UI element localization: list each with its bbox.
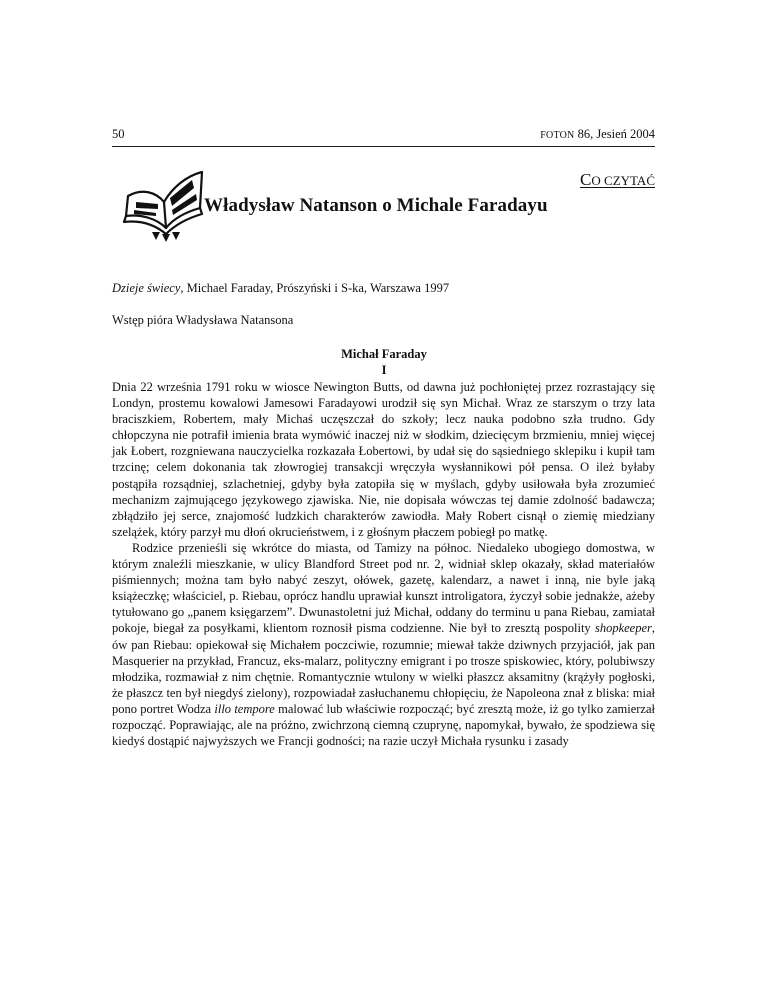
source-line (112, 281, 449, 296)
body-text (112, 379, 655, 749)
running-head (540, 127, 655, 142)
open-book-icon (122, 166, 206, 242)
paragraph-1: Dnia 22 września 1791 roku w wiosce Newington Butts, od dawna już pochłoniętej przez rozrastający się Londyn, prostemu kowalowi Jamesowi Faradayowi urodził się syn Michał. Wraz ze starszym o trzy lata braciszkiem, Robertem, mały Michaś uczęszczał do szkoły; lecz nauka podobno szła trudno. Gdy chłopczyna nie potrafił imienia brata wymówić inaczej niż w słodkim, dziecięcym brzmieniu, mniej więcej jak Łobert, rozgniewana nauczycielka rozkazała Łobertowi, by udał się do sąsiedniego sklepiku i kupił tam trzcinę; celem dokonania tak złowrogiej transakcji wręczyła wysłannikowi pół pensa. O ileż byłaby postąpiła rozsądniej, szlachetniej, gdyby była zatopiła się w myślach, gdyby usiłowała była zrozumieć mechanizm zajmującego językowego zjawiska. Nie, nie dopisała wówczas tej damie zdolność badawcza; zbłądziło jej serce, znajomość ludzkich charakterów zawiodła. Mały Robert cisnął o ziemię miedziany szelążek, który parzył mu dłoń okrucieństwem, i z głośnym płaczem pobiegł po matkę. (112, 380, 655, 539)
italic-term-shopkeeper: shopkeeper (594, 621, 652, 636)
paragraph-2-part-c: malować lub właściwie rozpocząć; być zresztą może, iż go tylko zamierzał rozpocząć. Poprawiając, ale na próżno, zwichrzoną ciemną czuprynę, napomykał, bywało, że spodziewa się kiedyś dostąpić najwyższych we Francji godności; na razie uczył Michała rysunku i zasady (112, 701, 655, 749)
paragraph-2-part-b: , ów pan Riebau: opiekował się Michałem poczciwie, rozumnie; miewał także dziwnych przyjaciół, jak pan Masquerier na przykład, Francuz, eks-malarz, polityczny emigrant i po trosze spiskowiec, który, polubiwszy młodzika, rozmawiał z nim chętnie. Romantycznie wtulony w wielki płaszcz aksamitny (krążyły pogłoski, że płaszcz ten był niegdyś zielony), rozpowiadał zasłuchanemu chłopięciu, że Napoleona znał z bliska: miał pono portret Wodza (112, 621, 655, 716)
journal-issue: 86, Jesień 2004 (574, 127, 655, 141)
section-label-rest: CZYTAĆ (604, 173, 655, 188)
article-title: Władysław Natanson o Michale Faradayu (204, 195, 548, 216)
journal-name: FOTON (540, 130, 575, 141)
paragraph-2-part-a: Rodzice przenieśli się wkrótce do miasta, od Tamizy na północ. Niedaleko ubogiego domostwa, w którym znaleźli mieszkanie, w ulicy Blandford Street pod nr. 2, widniał sklep okazały, skład materiałów piśmiennych; można tam było nabyć zeszyt, ołówek, gazetę, kalendarz, a nawet i inną, nie byle jaką książeczkę; właściciel, p. Riebau, oprócz handlu uprawiał kunszt introligatora, życzył sobie jednakże, ażeby tytułowano go „panem księgarzem”. Dwunastoletni już Michał, oddany do terminu u pana Riebau, zamiatał pokoje, biegał za posyłkami, klientom roznosił pisma codzienne. Nie był to zresztą pospolity (112, 540, 655, 636)
header-rule (112, 146, 655, 147)
chapter-numeral: I (381, 363, 387, 377)
section-label (580, 170, 655, 190)
book-title: Dzieje świecy (112, 281, 181, 295)
section-label-initial: C (580, 170, 592, 189)
intro-line: Wstęp pióra Władysława Natansona (112, 313, 294, 327)
page-number: 50 (112, 127, 125, 141)
paragraph-2 (112, 540, 655, 749)
section-heading: Michał Faraday (341, 347, 427, 361)
italic-term-illo-tempore: illo tempore (214, 701, 275, 716)
source-details: , Michael Faraday, Prószyński i S-ka, Warszawa 1997 (180, 281, 450, 295)
section-label-o: O (591, 173, 605, 188)
